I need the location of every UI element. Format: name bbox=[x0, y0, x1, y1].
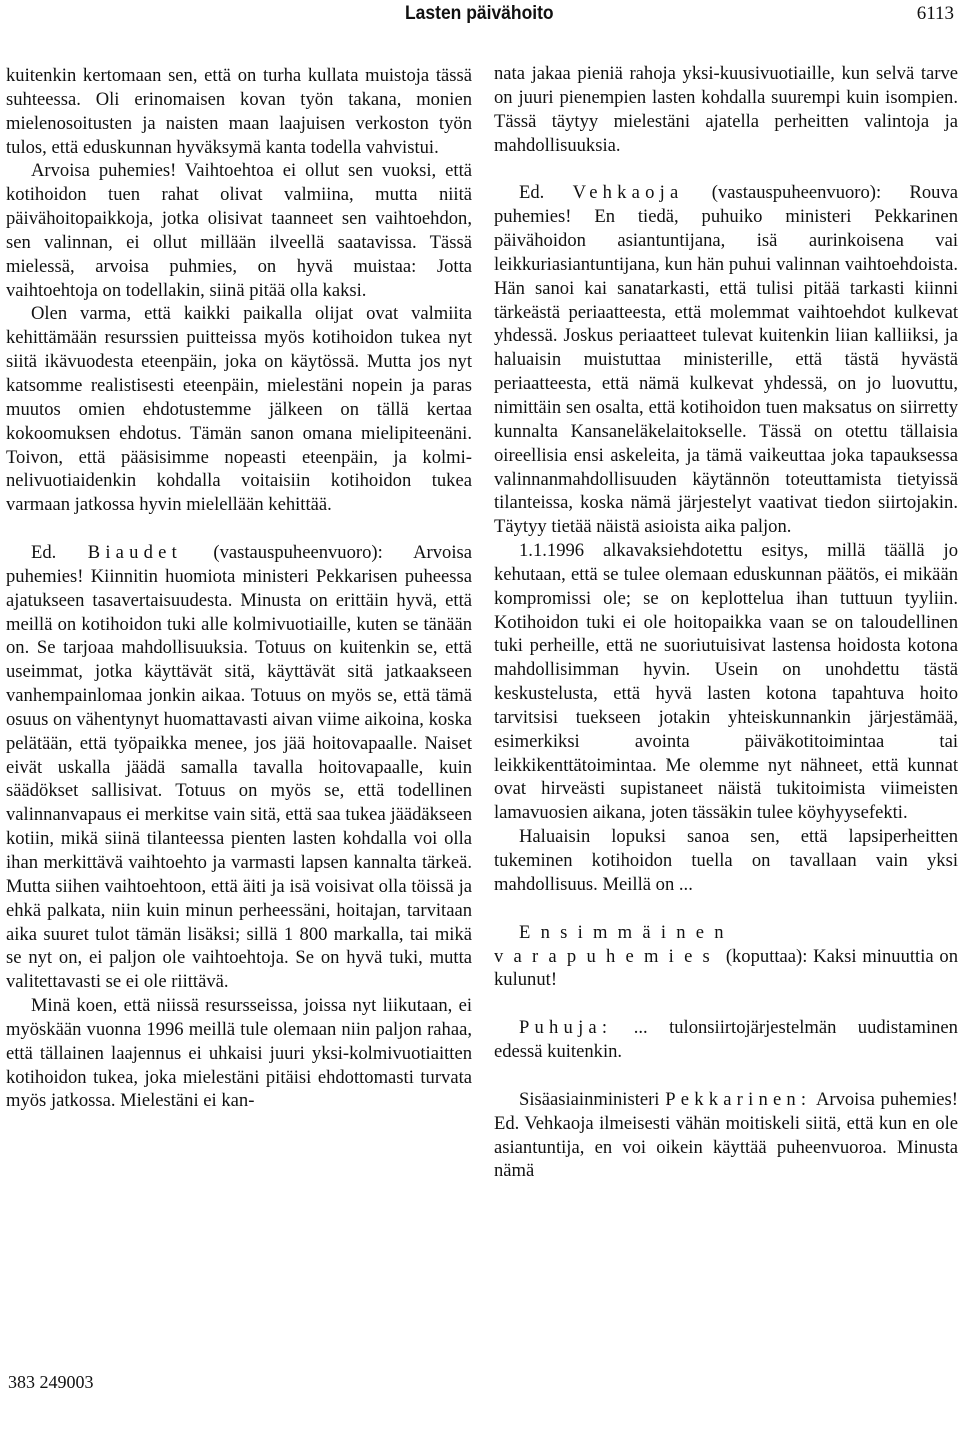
running-title: Lasten päivähoito bbox=[405, 3, 554, 24]
paragraph: 1.1.1996 alkavaksiehdotettu esitys, millä täällä jo kehutaan, että se tulee olemaan eduskunnan päätös, ei mikään kompromissi ole; se on keplottelua ihan tuttuun tyyliin. Kotihoidon tuki ei ole hoitopaikka vaan se on taloudellinen tuki perheille, että ne suoriutuisivat lastensa hoidosta kotona mahdollisimman hyvin. Usein on unohdettu tästä keskustelusta, että hyvä lasten kotona tapahtuva hoito tarvitsisi tuekseen jotakin yhteiskunnankin järjestämää, esimerkiksi avointa päiväkotitoimintaa tai leikkikenttätoimintaa. Me olemme nyt nähneet, että kunnat ovat hirveästi supistaneet näistä tukitoimista viimeisten lamavuosien aikana, joten tässäkin tulee köyhyysefekti. bbox=[494, 540, 958, 824]
speech-text: (vastauspuheenvuoro): Rouva puhemies! En tiedä, puhuiko ministeri Pekkarinen päivähoidon asiantuntijana, isä aurinkoisena vai leikkuriasiantuntijana, kun hän puhui valinnan vaihtoehdoista. Hän sanoi kai sanatarkasti, että tulisi pitää tarkasti kiinni tärkeästä periaatteesta, että molemmat vaihtoehdot kulkevat yhdessä. Joskus periaatteet tulevat kuitenkin liian kalliiksi, ja haluaisin muistuttaa ministerille, että tästä hyvästä periaatteesta, että nämä kulkevat yhdessä, on jo luovuttu, nimittäin sen osalta, että kotihoidon tuen maksatus on siirretty kunnalta Kansaneläkelaitokselle. Tässä on otettu tällaisia oireellisia ensi askeleita, ja tämä vaikeuttaa joka tapauksessa valinnanmahdollisuuden käytännön toteuttamista tietyissä tilanteissa, koska nämä järjestelyt vaativat tiedon siirtojakin. Täytyy tietää näistä asioista aika paljon. bbox=[494, 182, 959, 538]
speaker-name: Ensimmäinen varapuhemies bbox=[494, 921, 734, 967]
speaker-prefix: Ed. bbox=[31, 542, 57, 564]
speech-paragraph bbox=[494, 181, 958, 539]
paragraph: Haluaisin lopuksi sanoa sen, että lapsiperheitten tukeminen kotihoidon tuella on tavallaan vain yksi mahdollisuus. Meillä on ... bbox=[494, 826, 958, 895]
print-code: 383 249003 bbox=[8, 1372, 94, 1392]
speech-paragraph bbox=[494, 1088, 958, 1183]
paragraph: Olen varma, että kaikki paikalla olijat ovat valmiita kehittämään resurssien puitteissa myös kotihoidon tukea nyt siitä ikävuodesta eteenpäin, joka on käytössä. Mutta jos nyt katsomme realistisesti eteenpäin, mielestäni nopein ja paras muutos omien ehdotustemme jälkeen on tällä kertaa kokoomuksen ehdotus. Tämän sanon omana mielipiteenäni. Toivon, että pääsisimme nopeasti eteenpäin, ja kolmi-nelivuotiaidenkin kohdalla voitaisiin kotihoidon tukea varmaan jatkossa hyvin mielellään kehittää. bbox=[6, 303, 472, 516]
page-header bbox=[0, 0, 960, 34]
speech-text: Arvoisa puhemies! Ed. Vehkaoja ilmeisesti vähän moitiskeli siitä, että kun en ole asiantuntija, en voi oikein käyttää puheenvuoroa. Minusta nämä bbox=[494, 1088, 958, 1182]
paragraph: Minä koen, että niissä resursseissa, joissa nyt liikutaan, ei myöskään vuonna 1996 meillä tule olemaan niin paljon rahaa, että tällainen laajennus ei uhkaisi juuri yksi-kolmivuotiaitten kotihoidon tukea, joka mielestäni pitäisi ehdottomasti turvata myös jatkossa. Mielestäni ei kan- bbox=[6, 995, 472, 1112]
paragraph: kuitenkin kertomaan sen, että on turha kullata muistoja tässä suhteessa. Oli erinomaisen kovan työn takana, monien mielenosoitusten ja naisten maan laajuisen verkoston työn tulos, että eduskunnan hyväksymä kanta todella vahvistui. bbox=[6, 65, 472, 158]
speech-text: ... tulonsiirtojärjestelmän uudistaminen edessä kuitenkin. bbox=[494, 1017, 958, 1063]
speech-paragraph bbox=[494, 921, 958, 993]
left-column bbox=[6, 64, 472, 1113]
speaker-name: Vehkaoja bbox=[572, 182, 684, 204]
speaker-name: Puhuja: bbox=[519, 1017, 613, 1039]
right-column bbox=[494, 62, 958, 1183]
speech-paragraph bbox=[6, 541, 472, 994]
speech-text: (vastauspuheenvuoro): Arvoisa puhemies! Kiinnitin huomiota ministeri Pekkarisen puheessa ajatukseen tasavertaisuudesta. Minusta on erittäin hyvä, että meillä on kotihoidon tuki alle kolmivuotiaille, kuten se tänään on. Se tarjoaa mahdollisuuksia. Totuus on kuitenkin se, että useimmat, jotka käyttävät sitä, käyttävät sitä jatkaakseen vanhempainlomaa jonkin aikaa. Totuus on myös se, että tämä osuus on vähentynyt huomattavasti aivan viime aikoina, koska pelätään, että työpaikka menee, jos jää hoitovapaalle. Naiset eivät uskalla jäädä samalla tavalla hoitovapaalle, kuin säädökset sallisivat. Totuus on myös se, että todellinen valinnanvapaus ei merkitse vain sitä, että saa tukea jäädäkseen kotiin, mikä siinä tilanteessa pienten lasten kohdalla voi olla ihan merkittävä vaihtoehto ja varmasti lapsen kannalta tärkeä. Mutta siihen vaihtoehtoon, että äiti ja isä voisivat olla töissä ja ehkä palkata, niin kuin minun perheessäni, hoitajan, tarvitaan aika suuret tulot tämän lisäksi; sillä 1 800 markalla, tai mikä se nyt on, ei paljon ole vaihtoehtoja. Se on hyvä tuki, mutta valitettavasti se ei ole riittävä. bbox=[6, 542, 472, 993]
speaker-prefix: Ed. bbox=[519, 182, 545, 204]
speaker-name: Pekkarinen: bbox=[665, 1088, 812, 1110]
speech-paragraph bbox=[494, 1016, 958, 1064]
speech-text: (koputtaa): Kaksi minuuttia on kulunut! bbox=[494, 945, 958, 991]
speaker-name: Biaudet bbox=[87, 542, 182, 564]
paragraph: Arvoisa puhemies! Vaihtoehtoa ei ollut sen vuoksi, että kotihoidon tuen rahat olivat valmiina, mutta niitä päivähoitopaikkoja, jotka olisivat taanneet sen vaihtoehdon, sen valinnan, ei ollut millään ilveellä saatavissa. Tässä mielessä, arvoisa puhmies, on hyvä muistaa: Jotta vaihtoehtoja on todellakin, siinä pitää olla kaksi. bbox=[6, 160, 472, 301]
paragraph: nata jakaa pieniä rahoja yksi-kuusivuotiaille, kun selvä tarve on juuri pienempien lasten kohdalla suurempi kuin isompien. Tässä täytyy mielestäni ajatella perheitten valintoja ja mahdollisuuksia. bbox=[494, 63, 958, 156]
page-number: 6113 bbox=[916, 3, 954, 24]
speaker-prefix: Sisäasiainministeri bbox=[519, 1088, 660, 1110]
